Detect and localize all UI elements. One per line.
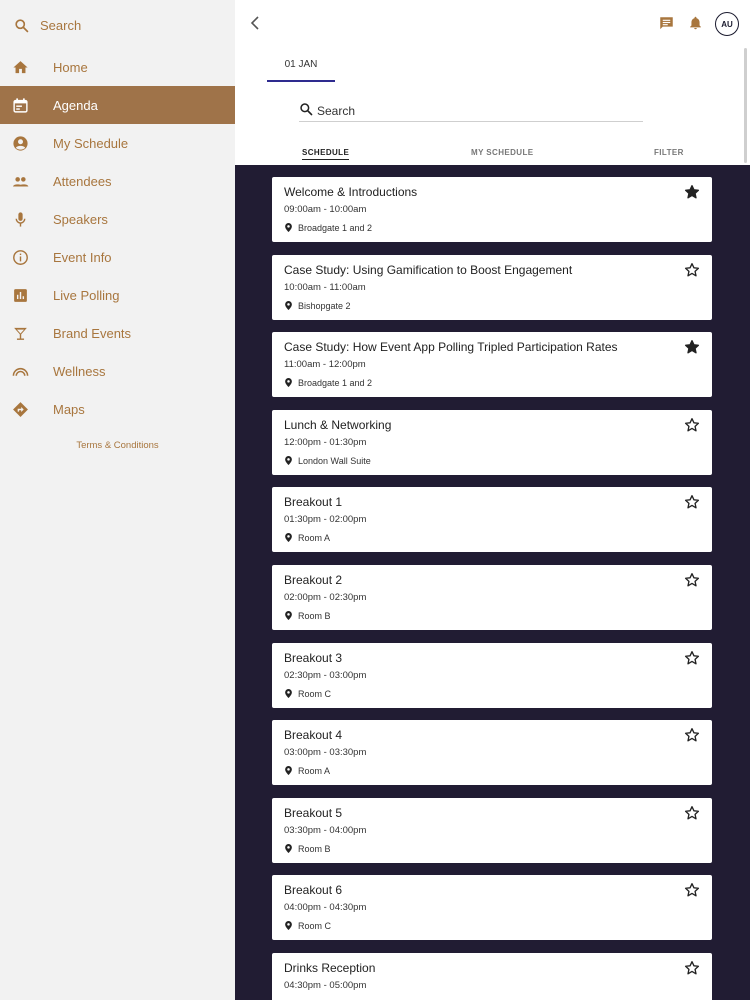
session-location: Room A [298,766,331,777]
session-card[interactable] [272,565,712,630]
tab-my-schedule[interactable]: MY SCHEDULE [471,148,534,157]
sidebar [0,0,235,1000]
star-outline-icon[interactable] [684,960,700,976]
session-card[interactable] [272,953,712,1000]
tab-date[interactable]: 01 JAN [267,50,335,82]
sidebar-item-attendees[interactable] [0,162,235,200]
bar-chart-icon [12,287,29,304]
location-pin-icon [285,301,292,310]
session-title: Lunch & Networking [284,417,392,432]
session-title: Breakout 6 [284,883,343,898]
bell-icon[interactable] [688,15,703,31]
session-card[interactable] [272,720,712,785]
sidebar-item-home[interactable] [0,48,235,86]
scrollbar[interactable] [744,48,747,163]
star-filled-icon[interactable] [684,339,700,355]
session-location: Room B [298,843,331,854]
directions-icon [12,401,29,418]
session-time: 04:30pm - 05:00pm [284,980,367,991]
microphone-icon [12,211,29,228]
sidebar-item-label: Agenda [53,98,98,113]
rainbow-icon [12,363,29,380]
session-card[interactable] [272,487,712,552]
location-pin-icon [285,456,292,465]
star-outline-icon[interactable] [684,727,700,743]
avatar[interactable]: AU [715,12,739,36]
home-icon [12,59,29,76]
sidebar-item-agenda[interactable] [0,86,235,124]
session-location: Room C [298,921,332,932]
people-icon [12,173,29,190]
session-time: 12:00pm - 01:30pm [284,436,367,448]
session-title: Breakout 3 [284,650,343,665]
session-title: Breakout 5 [284,805,343,820]
session-title: Case Study: How Event App Polling Tripled Participation Rates [284,340,618,355]
star-outline-icon[interactable] [684,882,700,898]
sidebar-item-label: Event Info [53,250,112,265]
location-pin-icon [285,689,292,698]
account-circle-icon [12,135,29,152]
session-location: Broadgate 1 and 2 [298,378,373,389]
session-location: Room C [298,688,332,699]
session-title: Welcome & Introductions [284,185,418,199]
session-time: 02:00pm - 02:30pm [284,592,367,603]
search-placeholder: Search [317,104,356,118]
search-icon [299,102,313,116]
session-location: Broadgate 1 and 2 [298,223,373,233]
sidebar-item-live-polling[interactable] [0,276,235,314]
star-outline-icon[interactable] [684,494,700,510]
session-card[interactable] [272,255,712,320]
tab-filter[interactable]: FILTER [654,148,684,157]
session-time: 11:00am - 12:00pm [284,359,366,371]
sidebar-item-label: Wellness [53,364,106,379]
location-pin-icon [285,766,292,775]
session-location: Room A [298,533,331,544]
sidebar-item-my-schedule[interactable] [0,124,235,162]
session-time: 03:00pm - 03:30pm [284,747,367,759]
session-card[interactable] [272,410,712,475]
session-list[interactable] [235,165,750,1000]
session-time: 09:00am - 10:00am [284,204,367,215]
tab-schedule[interactable]: SCHEDULE [302,148,349,160]
chevron-left-icon[interactable] [249,15,261,31]
calendar-icon [12,97,29,114]
session-title: Breakout 2 [284,573,343,587]
session-card[interactable] [272,875,712,940]
sidebar-search-label: Search [40,18,82,33]
sidebar-item-label: Home [53,60,88,75]
sidebar-item-speakers[interactable] [0,200,235,238]
session-location: London Wall Suite [298,455,371,466]
session-location: Room B [298,611,331,621]
main-panel [235,0,750,1000]
location-pin-icon [285,533,292,542]
star-outline-icon[interactable] [684,650,700,666]
star-filled-icon[interactable] [684,184,700,200]
sidebar-item-brand-events[interactable] [0,314,235,352]
location-pin-icon [285,921,292,930]
location-pin-icon [285,378,292,387]
star-outline-icon[interactable] [684,572,700,588]
sidebar-item-event-info[interactable] [0,238,235,276]
sidebar-item-label: My Schedule [53,136,129,151]
session-card[interactable] [272,798,712,863]
location-pin-icon [285,611,292,620]
search-input[interactable] [299,98,643,122]
sidebar-item-label: Maps [53,402,85,417]
sidebar-item-label: Brand Events [53,326,132,341]
session-card[interactable] [272,643,712,708]
sidebar-search[interactable] [0,0,235,50]
cocktail-icon [12,325,29,342]
sidebar-item-label: Attendees [53,174,112,189]
session-card[interactable] [272,332,712,397]
location-pin-icon [285,223,292,232]
star-outline-icon[interactable] [684,262,700,278]
session-time: 01:30pm - 02:00pm [284,514,367,526]
sidebar-item-label: Speakers [53,212,108,227]
session-time: 10:00am - 11:00am [284,281,366,293]
sidebar-item-label: Live Polling [53,288,120,303]
star-outline-icon[interactable] [684,417,700,433]
location-pin-icon [285,844,292,853]
session-title: Breakout 1 [284,495,343,510]
session-time: 02:30pm - 03:00pm [284,669,367,681]
search-icon [14,18,29,33]
star-outline-icon[interactable] [684,805,700,821]
session-title: Drinks Reception [284,961,376,975]
session-title: Case Study: Using Gamification to Boost Engagement [284,262,573,277]
session-time: 03:30pm - 04:00pm [284,824,367,836]
sidebar-item-wellness[interactable] [0,352,235,390]
chat-icon[interactable] [659,16,674,31]
session-title: Breakout 4 [284,728,343,743]
info-icon [12,249,29,266]
sidebar-item-maps[interactable] [0,390,235,428]
session-card[interactable] [272,177,712,242]
session-location: Bishopgate 2 [298,300,351,311]
session-time: 04:00pm - 04:30pm [284,902,367,914]
terms-link[interactable]: Terms & Conditions [76,440,159,451]
